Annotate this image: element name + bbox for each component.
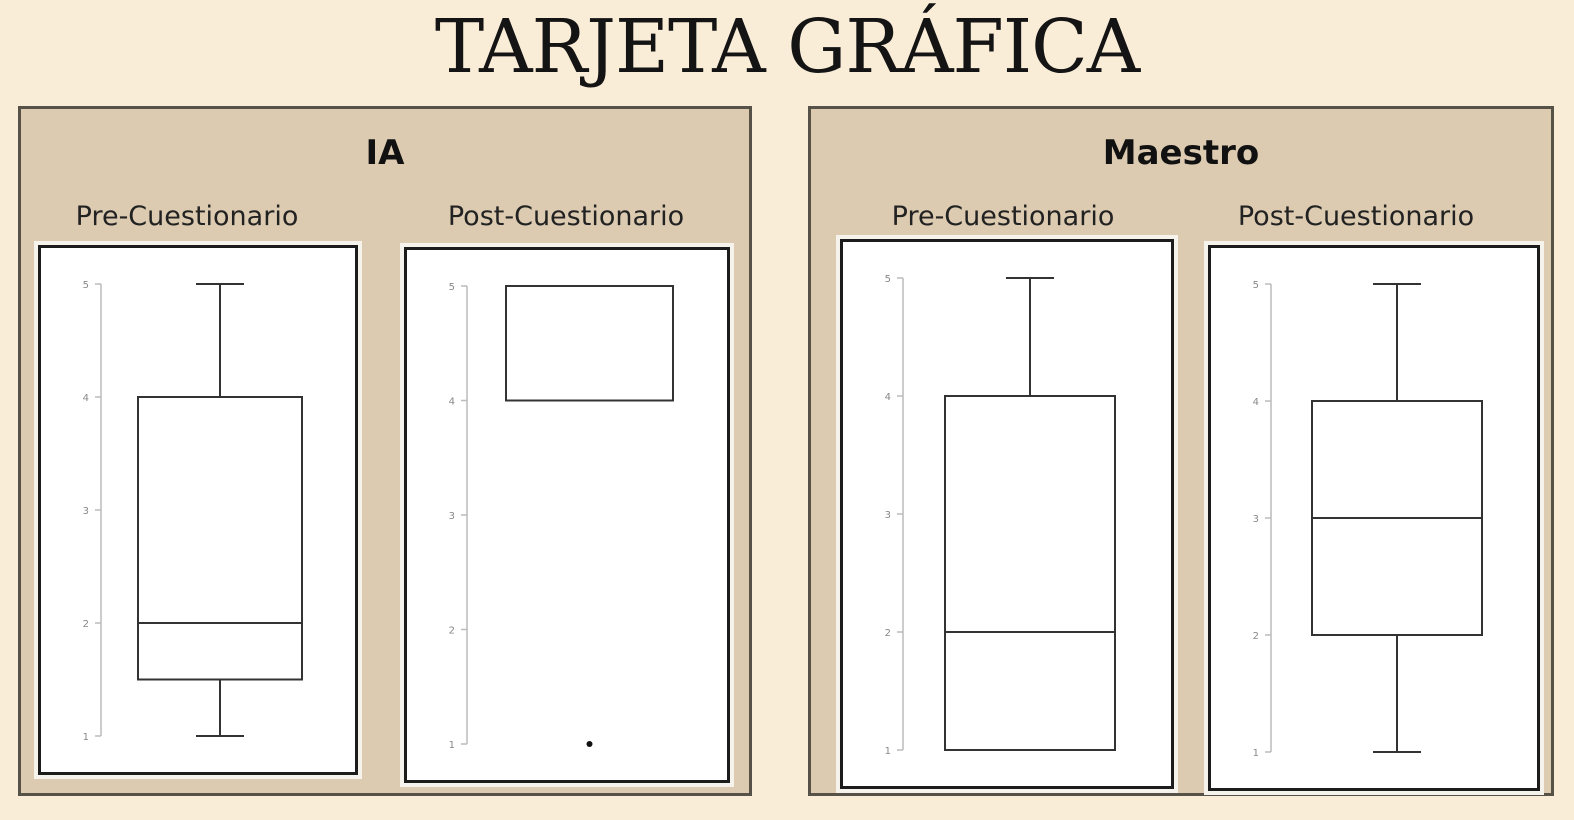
boxplot-maestro-post [1208,245,1540,791]
y-tick-label: 5 [884,274,891,285]
box-iqr [138,397,302,680]
boxplot-maestro-pre [840,239,1174,789]
y-tick-label: 1 [884,746,891,757]
label-ia-post: Post-Cuestionario [447,201,685,232]
boxplot-svg [843,242,1171,786]
label-maestro-pre: Pre-Cuestionario [891,201,1115,232]
y-tick-label: 1 [82,732,89,743]
group-maestro [808,106,1554,796]
y-tick-label: 4 [448,396,455,408]
y-tick-label: 3 [448,511,455,522]
page-title: TARJETA GRÁFICA [434,4,1140,90]
label-maestro-post: Post-Cuestionario [1237,201,1475,232]
group-ia [18,106,752,796]
group-title-maestro: Maestro [1102,133,1260,173]
y-tick-label: 5 [448,282,455,293]
y-tick-label: 2 [82,619,89,630]
boxplot-svg [407,250,727,780]
y-tick-label: 1 [448,740,455,751]
box-iqr [506,286,673,401]
y-tick-label: 2 [1252,631,1259,642]
outlier-point [587,741,593,747]
y-tick-label: 1 [1252,748,1259,759]
box-iqr [945,396,1115,750]
y-tick-label: 4 [1252,397,1259,408]
boxplot-ia-pre [38,245,358,775]
y-tick-label: 2 [448,625,455,637]
y-tick-label: 3 [82,506,89,517]
y-tick-label: 5 [82,280,89,291]
boxplot-svg [41,248,355,772]
y-tick-label: 4 [884,392,891,403]
boxplot-svg [1211,248,1537,788]
label-ia-pre: Pre-Cuestionario [75,201,299,232]
y-tick-label: 4 [82,393,89,404]
boxplot-ia-post [404,247,730,783]
y-tick-label: 3 [1252,514,1259,525]
y-tick-label: 3 [884,510,891,521]
y-tick-label: 2 [884,628,891,639]
group-title-ia: IA [365,133,405,173]
y-tick-label: 5 [1252,280,1259,291]
